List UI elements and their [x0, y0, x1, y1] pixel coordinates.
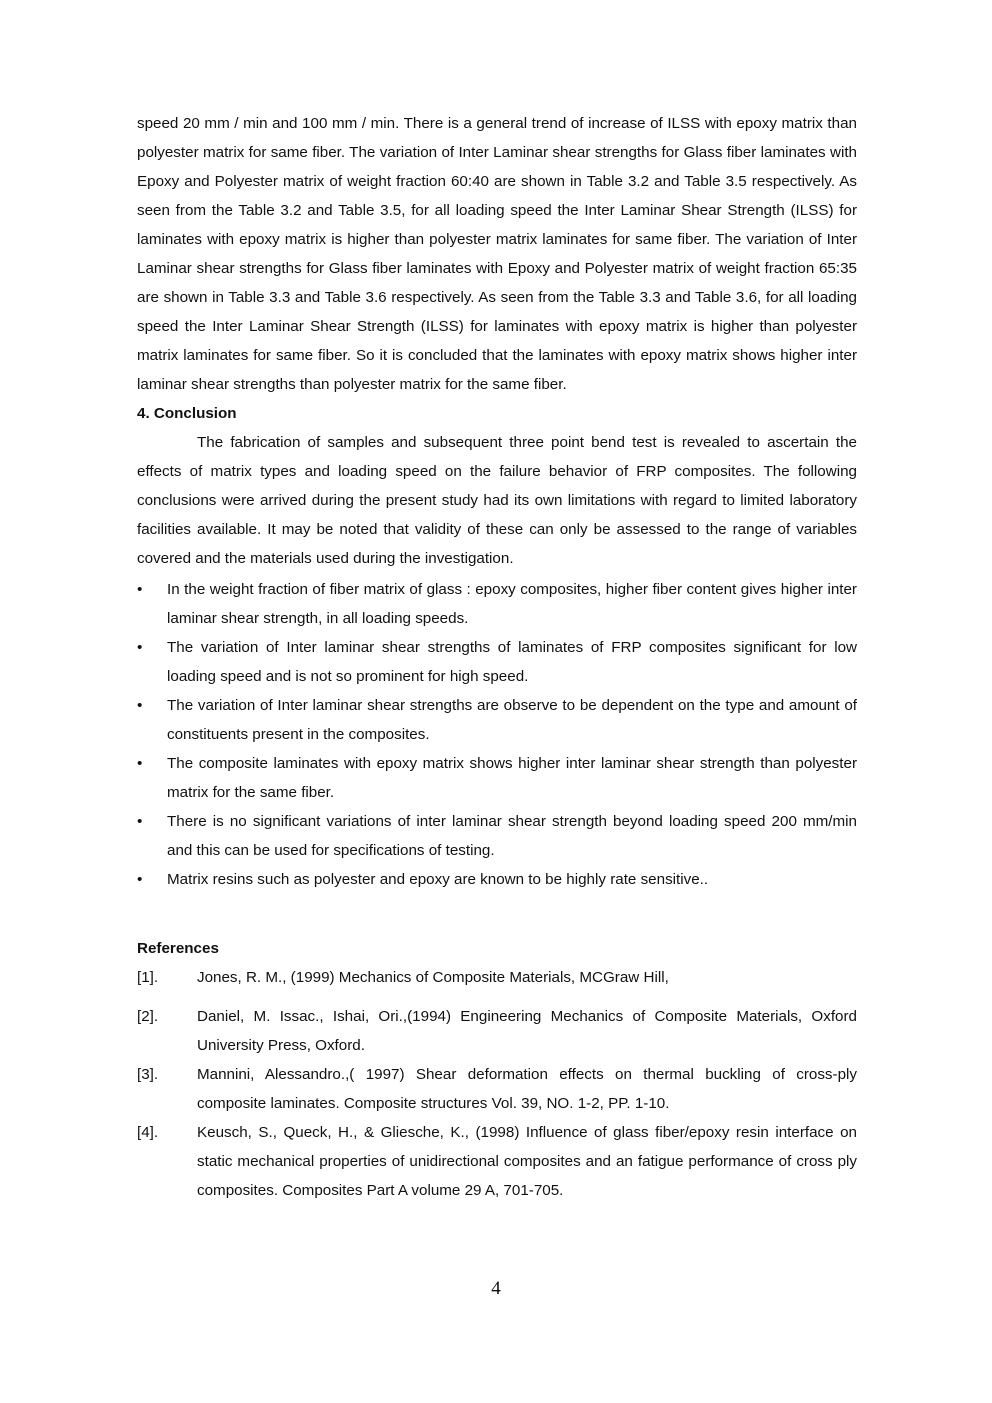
- reference-number: [2].: [137, 1008, 159, 1025]
- bullet-text: The variation of Inter laminar shear strengths of laminates of FRP composites significant for low loading speed and is not so prominent for high speed.: [167, 639, 857, 685]
- reference-text: Keusch, S., Queck, H., & Gliesche, K., (1998) Influence of glass fiber/epoxy resin interface on static mechanical properties of unidirectional composites and an fatigue performance of cross ply composites. Composites Part A volume 29 A, 701-705.: [197, 1124, 857, 1199]
- bullet-text: The composite laminates with epoxy matrix shows higher inter laminar shear strength than polyester matrix for the same fiber.: [167, 755, 857, 801]
- reference-text: Mannini, Alessandro.,( 1997) Shear deformation effects on thermal buckling of cross-ply composite laminates. Composite structures Vol. 39, NO. 1-2, PP. 1-10.: [197, 1066, 857, 1112]
- conclusion-bullet: [137, 865, 857, 894]
- bullet-text: In the weight fraction of fiber matrix of glass : epoxy composites, higher fiber content gives higher inter laminar shear strength, in all loading speeds.: [167, 581, 857, 627]
- body-paragraph: speed 20 mm / min and 100 mm / min. There is a general trend of increase of ILSS with epoxy matrix than polyester matrix for same fiber. The variation of Inter Laminar shear strengths for Glass fiber laminates with Epoxy and Polyester matrix of weight fraction 60:40 are shown in Table 3.2 and Table 3.5 respectively. As seen from the Table 3.2 and Table 3.5, for all loading speed the Inter Laminar Shear Strength (ILSS) for laminates with epoxy matrix is higher than polyester matrix laminates for same fiber. The variation of Inter Laminar shear strengths for Glass fiber laminates with Epoxy and Polyester matrix of weight fraction 65:35 are shown in Table 3.3 and Table 3.6 respectively. As seen from the Table 3.3 and Table 3.6, for all loading speed the Inter Laminar Shear Strength (ILSS) for laminates with epoxy matrix is higher than polyester matrix laminates for same fiber. So it is concluded that the laminates with epoxy matrix shows higher inter laminar shear strengths than polyester matrix for the same fiber.: [137, 115, 857, 393]
- section-heading-conclusion: 4. Conclusion: [137, 405, 237, 422]
- bullet-icon: •: [137, 697, 143, 714]
- conclusion-bullet: [137, 633, 857, 691]
- reference-text: Daniel, M. Issac., Ishai, Ori.,(1994) Engineering Mechanics of Composite Materials, Oxford University Press, Oxford.: [197, 1008, 857, 1054]
- reference-item: [137, 1118, 857, 1205]
- reference-item: [137, 1060, 857, 1118]
- conclusion-bullet: [137, 691, 857, 749]
- reference-item: [137, 1002, 857, 1060]
- conclusion-bullet: [137, 807, 857, 865]
- bullet-text: The variation of Inter laminar shear strengths are observe to be dependent on the type and amount of constituents present in the composites.: [167, 697, 857, 743]
- bullet-icon: •: [137, 755, 143, 772]
- reference-item: [137, 963, 857, 992]
- conclusion-bullet: [137, 749, 857, 807]
- reference-number: [4].: [137, 1124, 159, 1141]
- page-content: [137, 109, 857, 1205]
- bullet-icon: •: [137, 581, 143, 598]
- conclusion-bullet: [137, 575, 857, 633]
- bullet-icon: •: [137, 813, 143, 830]
- references-heading: References: [137, 940, 219, 957]
- bullet-text: There is no significant variations of inter laminar shear strength beyond loading speed 200 mm/min and this can be used for specifications of testing.: [167, 813, 857, 859]
- bullet-icon: •: [137, 639, 143, 656]
- page-number: 4: [491, 1278, 501, 1299]
- bullet-icon: •: [137, 871, 143, 888]
- bullet-text: Matrix resins such as polyester and epoxy are known to be highly rate sensitive..: [167, 871, 709, 888]
- reference-text: Jones, R. M., (1999) Mechanics of Composite Materials, MCGraw Hill,: [197, 969, 669, 986]
- reference-number: [3].: [137, 1066, 159, 1083]
- conclusion-intro-paragraph: The fabrication of samples and subsequent three point bend test is revealed to ascertain the effects of matrix types and loading speed on the failure behavior of FRP composites. The following conclusions were arrived during the present study had its own limitations with regard to limited laboratory facilities available. It may be noted that validity of these can only be assessed to the range of variables covered and the materials used during the investigation.: [137, 434, 857, 567]
- reference-number: [1].: [137, 969, 159, 986]
- conclusion-bullet-list: [137, 575, 857, 894]
